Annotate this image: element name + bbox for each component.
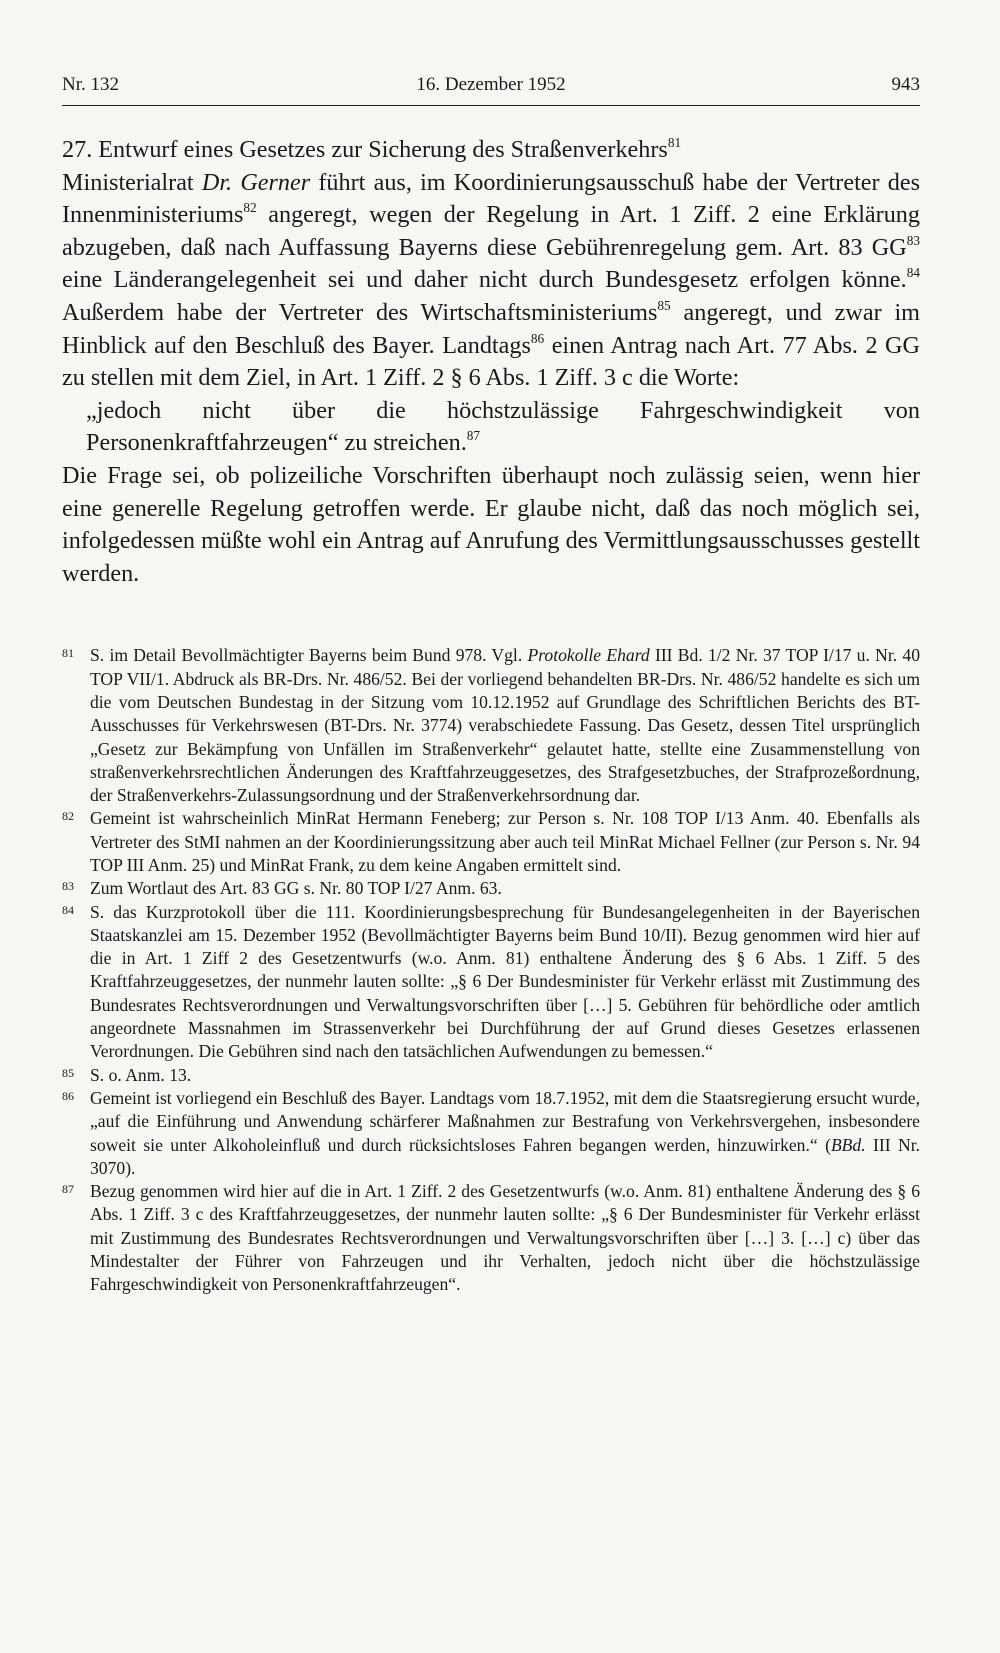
text-run: Gemeint ist vorliegend ein Beschluß des Bayer. Landtags vom 18.7.1952, mit dem die Staatsregierung ersucht wurde, „auf die Einführung und Anwendung schärferer Maßnahmen zur Bestrafung von Verkehrsvergehen, insbesondere soweit sie unter Alkoholeinfluß und durch rücksichtsloses Fahren begangen werden, hinzuwirken.“ (	[90, 1087, 920, 1155]
footnote-84	[62, 901, 920, 1064]
footnote-text: S. o. Anm. 13.	[90, 1064, 192, 1085]
text-run: führt aus, im Koordinierungsausschuß habe der Vertreter des Innenministeriums	[62, 168, 921, 229]
quoted-passage	[62, 395, 920, 460]
header-date: 16. Dezember 1952	[416, 74, 566, 95]
publication-title: BBd.	[830, 1134, 866, 1155]
text-run: Die Frage sei, ob polizeiliche Vorschriften überhaupt noch zulässig seien, wenn hier eine generelle Regelung getroffen werde. Er glaube nicht, daß das noch möglich sei, infolgedessen müßte wohl ein Antrag auf Anrufung des Vermittlungsausschusses gestellt werden.	[62, 461, 920, 587]
footnote-86	[62, 1087, 920, 1180]
publication-title: Protokolle Ehard	[527, 645, 650, 666]
agenda-item-title	[62, 134, 920, 167]
footnote-number: 81	[62, 646, 74, 661]
text-run: 27. Entwurf eines Gesetzes zur Sicherung des Straßenverkehrs	[62, 136, 668, 163]
footnote-ref: 86	[530, 330, 545, 346]
text-run: „jedoch nicht über die höchstzulässige Fahrgeschwindigkeit von Personenkraftfahrzeugen“ zu streichen.	[86, 396, 920, 457]
text-run: angeregt, und zwar im Hinblick auf den Beschluß des Bayer. Landtags	[62, 298, 920, 359]
text-run: angeregt, wegen der Regelung in Art. 1 Ziff. 2 eine Erklärung abzugeben, daß nach Auffassung Bayerns diese Gebührenregelung gem. Art. 83 GG	[62, 201, 920, 261]
footnote-text: Zum Wortlaut des Art. 83 GG s. Nr. 80 TOP I/27 Anm. 63.	[90, 878, 502, 899]
paragraph	[62, 167, 920, 395]
footnote-ref: 85	[657, 298, 671, 313]
footnote-number: 83	[62, 879, 74, 894]
footnote-text: S. das Kurzprotokoll über die 111. Koordinierungsbesprechung für Bundesangelegenheiten in der Bayerischen Staatskanzlei am 15. Dezember 1952 (Bevollmächtigter Bayerns beim Bund 10/II). Bezug genommen wird hier auf die in Art. 1 Ziff 2 des Gesetzentwurfs (w.o. Anm. 81) enthaltene Änderung des § 6 Abs. 1 Ziff. 5 des Kraftfahrzeuggesetzes, der nunmehr lauten sollte: „§ 6 Der Bundesminister für Verkehr erlässt mit Zustimmung des Bundesrates Rechtsverordnungen und Verwaltungsvorschriften über […] 5. Gebühren für behördliche oder amtlich angeordnete Massnahmen im Strassenverkehr bei Durchführung der auf Grund dieses Gesetzes erlassenen Verordnungen. Die Gebühren sind nach den tatsächlichen Aufwendungen zu bemessen.“	[90, 901, 920, 1062]
page-number: 943	[891, 74, 920, 95]
text-run: III Nr. 3070).	[90, 1134, 920, 1178]
person-name: Gerner	[240, 168, 311, 196]
footnote-number: 84	[62, 902, 74, 917]
footnote-ref: 87	[466, 428, 481, 444]
page-header	[62, 74, 920, 106]
footnote-81	[62, 644, 920, 807]
footnote-83	[62, 877, 920, 900]
footnote-number: 87	[62, 1182, 74, 1197]
footnote-text: Bezug genommen wird hier auf die in Art. 1 Ziff. 2 des Gesetzentwurfs (w.o. Anm. 81) enthaltene Änderung des § 6 Abs. 1 Ziff. 3 c des Kraftfahrzeuggesetzes, der nunmehr lauten sollte: „§ 6 Der Bundesminister für Verkehr erlässt mit Zustimmung des Bundesrates Rechtsverordnungen und Verwaltungsvorschriften über […] 3. […] c) über das Mindestalter der Führer von Fahrzeugen und ihr Verhalten, jedoch nicht über die höchstzulässige Fahrgeschwindigkeit von Personenkraftfahrzeugen“.	[90, 1181, 920, 1295]
text-run: einen Antrag nach Art. 77 Abs. 2 GG zu stellen mit dem Ziel, in Art. 1 Ziff. 2 § 6 Abs. 1 Ziff. 3 c die Worte:	[62, 331, 920, 392]
footnotes	[62, 644, 920, 1296]
footnote-ref: 84	[906, 265, 920, 281]
text-run: Ministerialrat	[62, 168, 202, 196]
footnote-82	[62, 807, 920, 877]
footnote-ref: 83	[906, 232, 920, 248]
text-run: S. im Detail Bevollmächtigter Bayerns beim Bund 978. Vgl.	[90, 645, 528, 666]
title-italic: Dr.	[201, 168, 233, 196]
footnote-number: 82	[62, 809, 74, 824]
footnote-ref: 81	[667, 135, 682, 151]
text-run: eine Länderangelegenheit sei und daher nicht durch Bundesgesetz erfolgen könne.	[62, 266, 907, 294]
footnote-87	[62, 1180, 920, 1296]
footnote-85	[62, 1064, 920, 1087]
main-text	[62, 134, 920, 590]
document-page	[62, 74, 920, 1297]
footnote-ref: 82	[243, 200, 257, 216]
text-run: Außerdem habe der Vertreter des Wirtschaftsministeriums	[62, 298, 658, 326]
paragraph	[62, 460, 920, 590]
footnote-number: 86	[62, 1088, 74, 1103]
footnote-number: 85	[62, 1065, 74, 1080]
text-run: III Bd. 1/2 Nr. 37 TOP I/17 u. Nr. 40 TOP VII/1. Abdruck als BR-Drs. Nr. 486/52. Bei der vorliegend behandelten BR-Drs. Nr. 486/52 handelte es sich um die vom Deutschen Bundestag in der Sitzung vom 10.12.1952 auf Grundlage des Schriftlichen Berichts des BT-Ausschusses für Verkehrswesen (BT-Drs. Nr. 3774) verabschiedete Fassung. Das Gesetz, dessen Titel ursprünglich „Gesetz zur Bekämpfung von Unfällen im Straßenverkehr“ gelautet hatte, stellte eine Zusammenstellung von straßenverkehrsrechtlichen Änderungen des Kraftfahrzeuggesetzes, des Strafgesetzbuches, der Strafprozeßordnung, der Straßenverkehrs-Zulassungsordnung und der Straßenverkehrsordnung dar.	[90, 645, 920, 806]
footnote-text: Gemeint ist wahrscheinlich MinRat Hermann Feneberg; zur Person s. Nr. 108 TOP I/13 Anm. 40. Ebenfalls als Vertreter des StMI nahmen an der Koordinierungssitzung aber auch teil MinRat Michael Fellner (zur Person s. Nr. 94 TOP III Anm. 25) und MinRat Frank, zu dem keine Angaben ermittelt sind.	[90, 808, 920, 875]
footnote-text	[90, 1087, 920, 1180]
footnote-text	[90, 644, 920, 807]
header-document-number: Nr. 132	[62, 74, 119, 95]
